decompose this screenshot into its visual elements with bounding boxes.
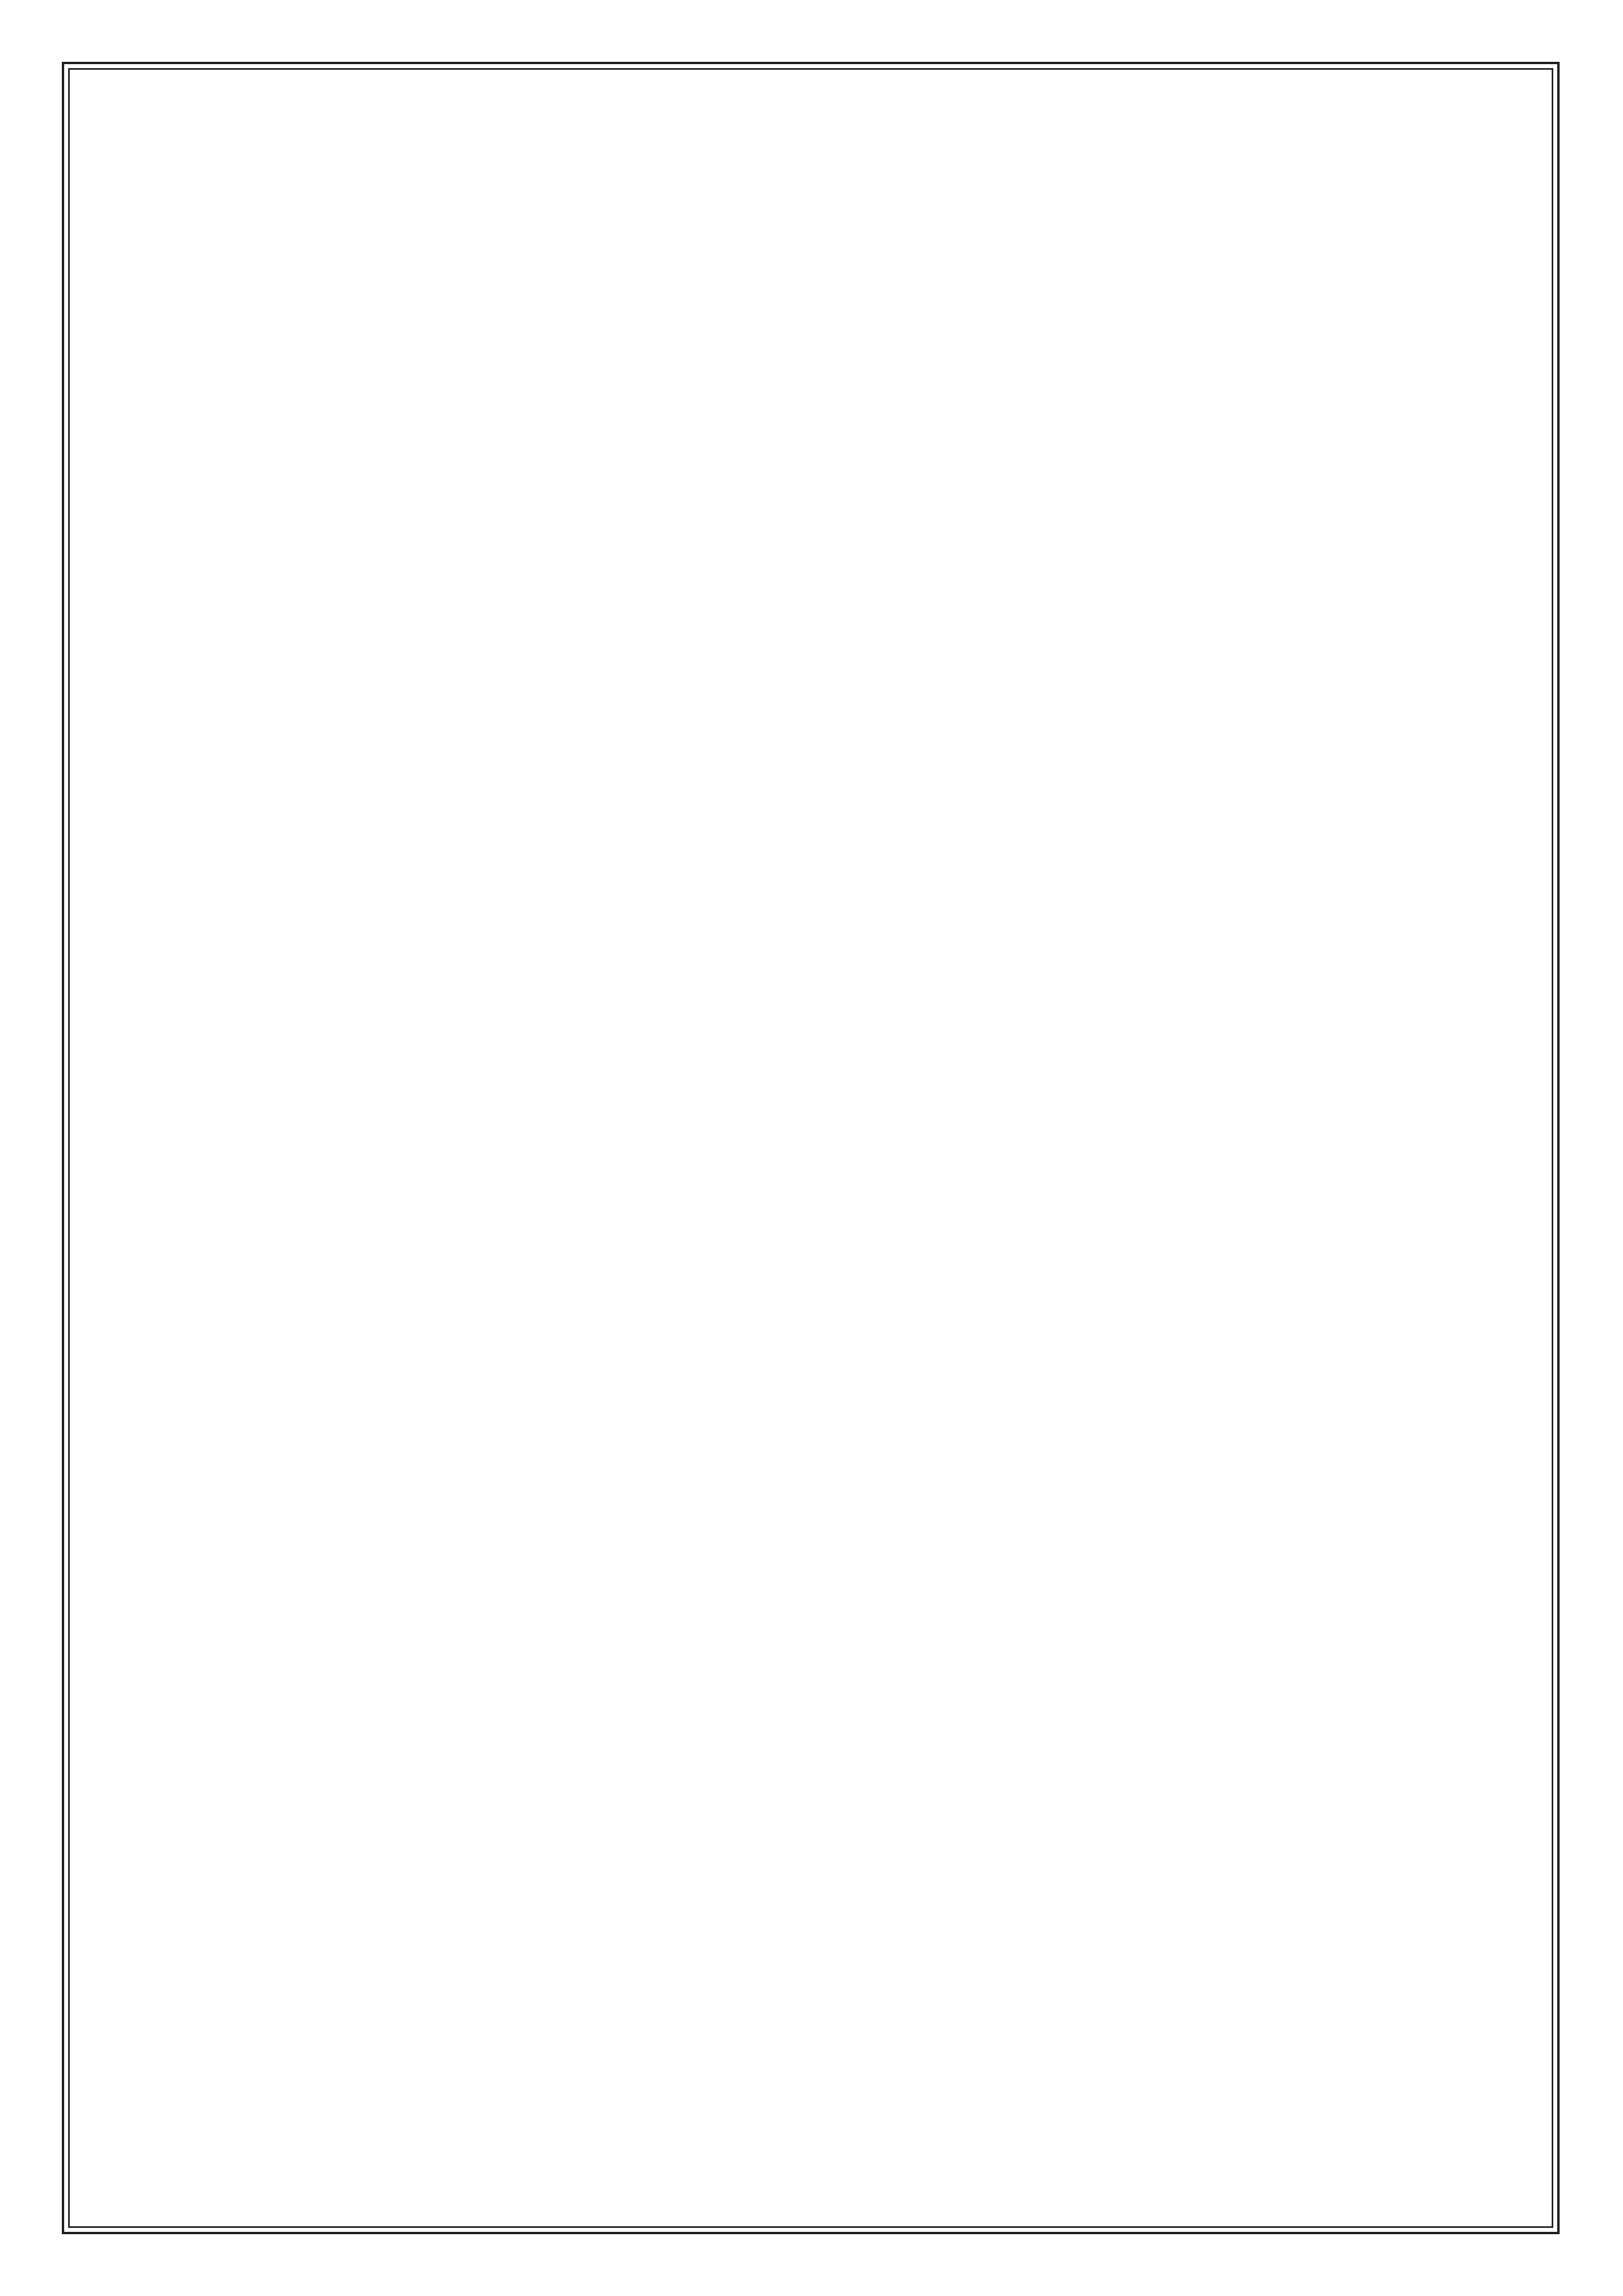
page-border-inner [68,68,1553,2228]
resume-content [103,103,1520,105]
